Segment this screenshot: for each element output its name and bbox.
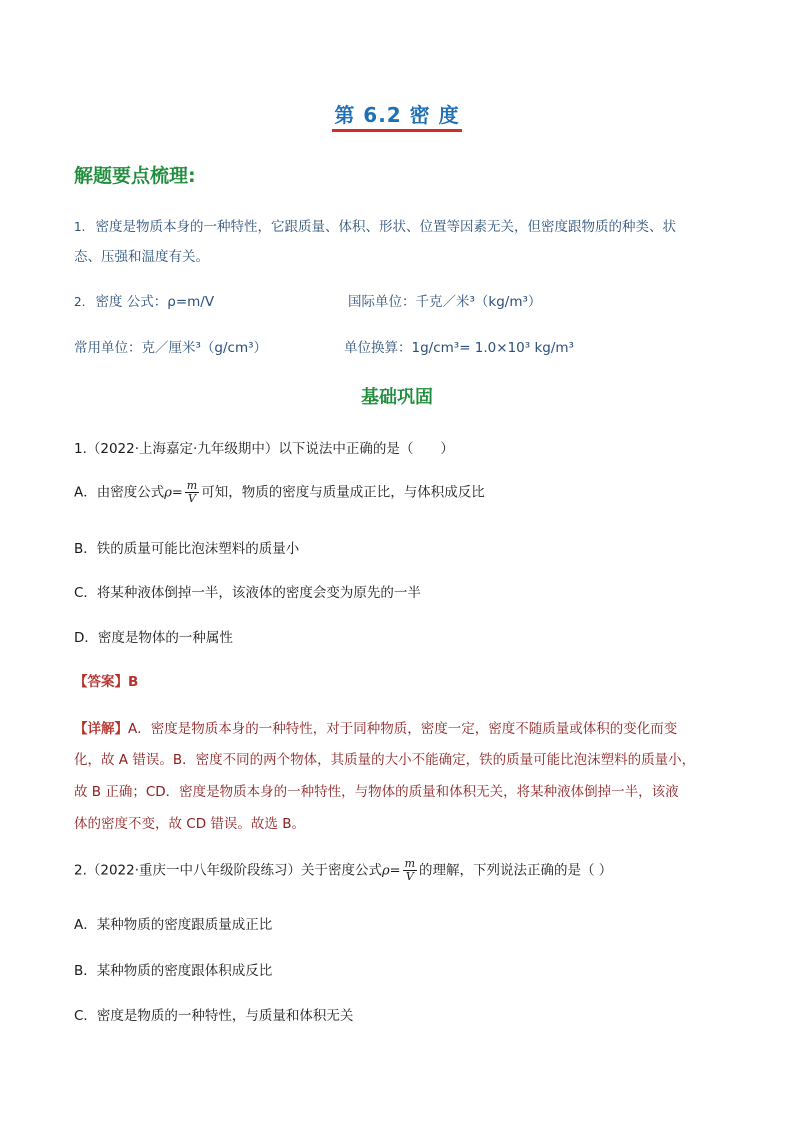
question-1-option-d: D．密度是物体的一种属性 [74,630,233,646]
q1-a-suffix: 可知，物质的密度与质量成正比，与体积成反比 [201,484,485,501]
question-2-option-a: A．某种物质的密度跟质量成正比 [74,917,273,933]
q2-stem-prefix: 2.（2022·重庆一中八年级阶段练习）关于密度公式 [74,862,383,879]
question-1-stem: 1.（2022·上海嘉定·九年级期中）以下说法中正确的是（ ） [74,441,454,457]
page-title [0,103,794,132]
question-1-detail-line-1 [74,717,724,737]
question-1-option-b: B．铁的质量可能比泡沫塑料的质量小 [74,541,300,557]
q2-stem-suffix: 的理解，下列说法正确的是（ ） [419,862,613,879]
title-text: 第 6.2 密 度 [332,103,461,132]
question-2-option-c: C．密度是物质的一种特性，与质量和体积无关 [74,1008,354,1024]
q1-a-prefix: A．由密度公式 [74,484,165,501]
basic-section-heading: 基础巩固 [361,387,433,408]
question-1-detail-line-3: 故 B 正确；CD．密度是物质本身的一种特性，与物体的质量和体积无关，将某种液体倒掉一半，该液 [74,784,679,800]
q1-a-fraction [185,480,199,505]
question-1-option-a [74,480,485,505]
q2-fraction [403,858,417,883]
point-1-line-2: 态、压强和温度有关。 [74,249,209,265]
q1-a-numerator: m [186,479,198,492]
point-2-formula [74,290,214,310]
question-1-answer: 【答案】B [74,674,139,690]
q2-rho: ρ= [382,863,401,879]
question-2-option-b: B．某种物质的密度跟体积成反比 [74,963,273,979]
detail-line-1-text: A．密度是物质本身的一种特性，对于同种物质，密度一定，密度不随质量或体积的变化而变 [128,721,678,737]
q1-a-rho: ρ= [164,485,183,501]
question-1-detail-line-2: 化，故 A 错误。B．密度不同的两个物体，其质量的大小不能确定，铁的质量可能比泡沫塑料的质量小， [74,752,696,768]
q1-a-denominator: V [188,492,196,505]
point-2-formula-text: 密度 公式：ρ=m/V [95,294,215,310]
section-heading: 解题要点梳理: [74,165,196,187]
point-1-number: 1. [74,220,86,234]
point-3-conversion: 单位换算：1g/cm³= 1.0×10³ kg/m³ [344,340,574,356]
q2-numerator: m [404,857,416,870]
point-3-common-unit: 常用单位：克／厘米³（g/cm³） [74,340,268,356]
point-2-number: 2. [74,295,86,309]
question-1-detail-line-4: 体的密度不变，故 CD 错误。故选 B。 [74,816,305,832]
point-1-text: 密度是物质本身的一种特性，它跟质量、体积、形状、位置等因素无关，但密度跟物质的种类、状 [95,219,676,235]
question-1-option-c: C．将某种液体倒掉一半，该液体的密度会变为原先的一半 [74,585,421,601]
point-1-line-1 [74,215,676,235]
q2-denominator: V [405,870,414,883]
point-2-si-unit: 国际单位：千克／米³（kg/m³） [348,294,542,310]
question-2-stem [74,858,612,883]
detail-label: 【详解】 [74,721,128,737]
